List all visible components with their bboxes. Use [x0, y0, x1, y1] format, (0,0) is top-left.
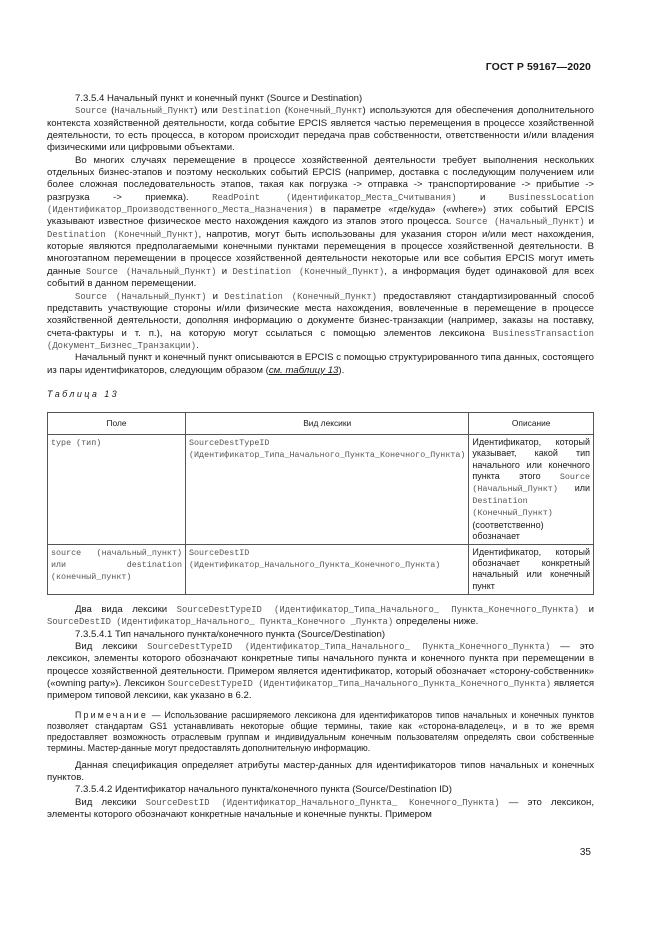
table-row	[48, 545, 594, 595]
page-content	[47, 93, 594, 821]
paragraph-2: Во многих случаях перемещение в процессе хозяйственной деятельности требует выполнения нескольких отдельных бизнес-этапов и поэтому нескольких событий EPCIS (например, доставка с последующим получением или более сложная последовательность этапов, такая как погрузка -> отправка -> транспортирование -> прибытие -> разгрузка -> приемка). ReadPoint (Идентификатор_Места_Считывания) и BusinessLocation (Идентификатор_Производственного_Места_Назначения) в параметре «где/куда» («where») этих событий EPCIS указывают известное физическое место нахождения каждого из этапов этого процесса. Source (Начальный_Пункт) и Destination (Конечный_Пункт), напротив, могут быть использованы для указания сторон и/или мест нахождения, которые являются предполагаемыми конечными пунктами перемещения в процессе хозяйственной деятельности. В многоэтапном перемещении в процессе хозяйственной деятельности некоторые или все события EPCIS могут иметь данные Source (Начальный_Пункт) и Destination (Конечный_Пункт), а информация будет одинаковой для всех событий в данном перемещении.	[47, 154, 595, 290]
table-13	[47, 412, 594, 595]
page-number: 35	[579, 847, 591, 858]
paragraph-8: Вид лексики SourceDestID (Идентификатор_Начального_Пункта_ Конечного_Пункта) — это лексикон, элементы которого обозначают конкретные начальные и конечные пункты. Примером	[47, 796, 594, 821]
section-heading: 7.3.5.4 Начальный пункт и конечный пункт (Source и Destination)	[75, 93, 363, 104]
cell-field: type (тип)	[48, 435, 186, 545]
cell-field: source (начальный_пункт) или destination (конечный_пункт)	[48, 545, 186, 595]
note: Примечание — Использование расширяемого лексикона для идентификаторов типов начальных и конечных пунктов позволяет стандартам GS1 устанавливать некоторые общие термины, такие как «сторона-владелец», и в то же время предоставляет возможность отраслевым группам и индивидуальным конечным пользователям определять свои собственные термины. Мастер-данные могут предоставлять дополнительную информацию.	[47, 709, 594, 753]
cell-vocabulary: SourceDestID (Идентификатор_Начального_Пункта_Конечного_Пункта)	[186, 545, 469, 595]
table-row	[48, 435, 594, 545]
header-field: Поле	[48, 413, 186, 435]
paragraph-4: Начальный пункт и конечный пункт описываются в EPCIS с помощью структурированного типа данных, состоящего из пары идентификаторов, следующим образом (см. таблицу 13).	[47, 352, 594, 376]
paragraph-1: Source (Начальный_Пункт) или Destination (Конечный_Пункт) используются для обеспечения дополнительного контекста хозяйственной деятельности, когда событие EPCIS является частью перемещения в процессе хозяйственной деятельности, то есть процесса, в котором происходит передача прав собственности, ответственности и/или владения физическими или цифровыми объектами.	[47, 105, 594, 154]
paragraph-5: Два вида лексики SourceDestTypeID (Идентификатор_Типа_Начального_ Пункта_Конечного_Пункта) и SourceDestID (Идентификатор_Начального_ Пункта_Конечного _Пункта) определены ниже.	[47, 603, 594, 628]
table-header-row	[48, 413, 594, 435]
header-vocabulary: Вид лексики	[186, 413, 469, 435]
standard-header: ГОСТ Р 59167—2020	[485, 61, 591, 73]
table-caption: Таблица 13	[47, 388, 120, 399]
cell-description: Идентификатор, который обозначает конкретный начальный или конечный пункт	[469, 545, 594, 595]
note-label: Примечание	[75, 709, 148, 720]
paragraph-6: Вид лексики SourceDestTypeID (Идентификатор_Типа_Начального_ Пункта_Конечного_Пункта) — это лексикон, элементы которого обозначают конкретные типы начального пункта и конечного пункта при перемещении в процессе хозяйственной деятельности. Примером является идентификатор, который обозначает «сторону-собственник» («owning party»). Лексикон SourceDestTypeID (Идентификатор_Типа_Начального_Пункта_Конечного_Пункта) является примером типовой лексики, как указано в 6.2.	[47, 640, 595, 702]
paragraph-3: Source (Начальный_Пункт) и Destination (Конечный_Пункт) предоставляют стандартизированный способ представить участвующие стороны и/или физические места нахождения, вовлеченные в перемещение в процессе хозяйственной деятельности, дополняя информацию о документе бизнес-транзакции (например, заказы на поставку, счета-фактуры и т. п.), на которую могут ссылаться с помощью элементов лексикона BusinessTransaction (Документ_Бизнес_Транзакции).	[47, 290, 595, 351]
cell-vocabulary: SourceDestTypeID (Идентификатор_Типа_Начального_Пункта_Конечного_Пункта)	[186, 435, 469, 545]
header-description: Описание	[469, 413, 594, 435]
table-13-link[interactable]: см. таблицу 13	[268, 364, 339, 376]
cell-description: Идентификатор, который указывает, какой тип начального или конечного пункта этого Source (Начальный_Пункт) или Destination (Конечный_Пункт) (соответственно) обозначает	[469, 435, 594, 545]
subsection-heading-1: 7.3.5.4.1 Тип начального пункта/конечного пункта (Source/Destination)	[75, 628, 386, 640]
subsection-heading-2: 7.3.5.4.2 Идентификатор начального пункта/конечного пункта (Source/Destination ID)	[75, 784, 452, 796]
paragraph-7: Данная спецификация определяет атрибуты мастер-данных для идентификаторов типов начальных и конечных пунктов.	[47, 759, 594, 783]
